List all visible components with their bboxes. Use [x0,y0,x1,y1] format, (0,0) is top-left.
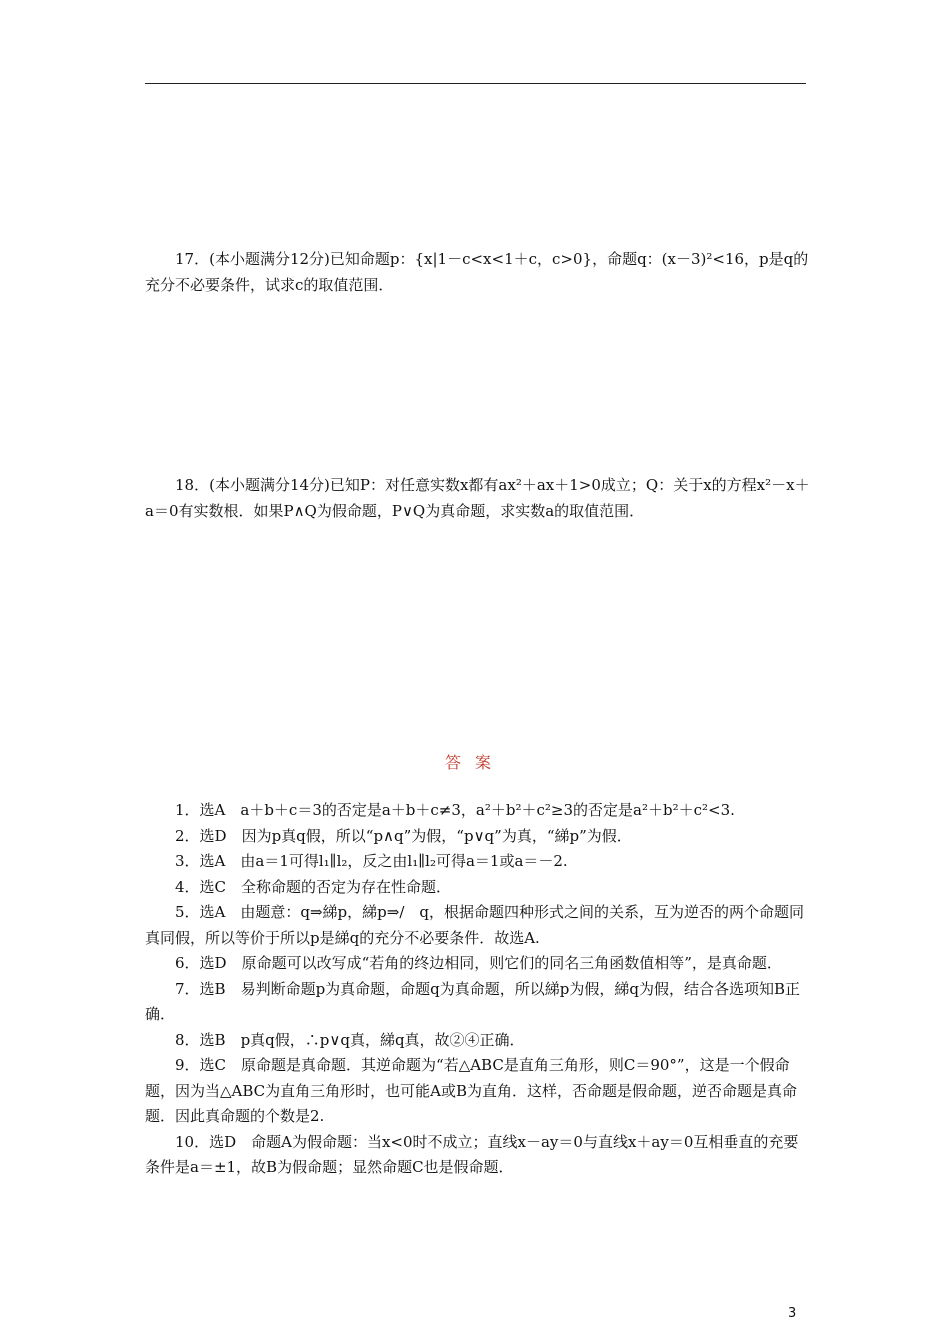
answer-item: 9．选C 原命题是真命题．其逆命题为“若△ABC是直角三角形，则C＝90°”，这是一个假命题，因为当△ABC为直角三角形时，也可能A或B为直角．这样，否命题是假命题，逆否命题是真命题．因此真命题的个数是2. [145,1056,798,1125]
answer-item: 6．选D 原命题可以改写成“若角的终边相同，则它们的同名三角函数值相等”，是真命题． [175,954,782,972]
answer-list [145,798,810,1181]
problem-17: 17．(本小题满分12分)已知命题p：{x|1－c<x<1＋c，c>0}，命题q：(x－3)²<16，p是q的充分不必要条件，试求c的取值范围． [145,250,809,294]
page-number: 3 [788,1306,797,1321]
answer-item: 8．选B p真q假，∴p∨q真，綈q真，故②④正确． [175,1030,525,1049]
problem-18: 18．(本小题满分14分)已知P：对任意实数x都有ax²＋ax＋1>0成立；Q：关于x的方程x²－x＋a＝0有实数根．如果P∧Q为假命题，P∨Q为真命题，求实数a的取值范围． [145,476,810,520]
answer-item: 7．选B 易判断命题p为真命题，命题q为真命题，所以綈p为假，綈q为假，结合各选项知B正确． [145,979,801,1023]
answers-title: 答案 [444,753,505,772]
answer-item: 4．选C 全称命题的否定为存在性命题． [175,877,452,896]
answer-item: 1．选A a＋b＋c＝3的否定是a＋b＋c≠3，a²＋b²＋c²≥3的否定是a²＋b²＋c²<3. [175,801,735,819]
header-rule [145,83,806,84]
answer-item: 10．选D 命题A为假命题：当x<0时不成立；直线x－ay＝0与直线x＋ay＝0互相垂直的充要条件是a＝±1，故B为假命题；显然命题C也是假命题． [145,1132,799,1176]
answer-item: 3．选A 由a＝1可得l₁∥l₂，反之由l₁∥l₂可得a＝1或a＝－2. [175,852,568,870]
answer-item: 2．选D 因为p真q假，所以“p∧q”为假，“p∨q”为真，“綈p”为假． [175,826,632,845]
answer-item: 5．选A 由题意：q⇒綈p，綈p⇒/ q，根据命题四种形式之间的关系，互为逆否的两个命题同真同假，所以等价于所以p是綈q的充分不必要条件．故选A. [145,903,804,947]
